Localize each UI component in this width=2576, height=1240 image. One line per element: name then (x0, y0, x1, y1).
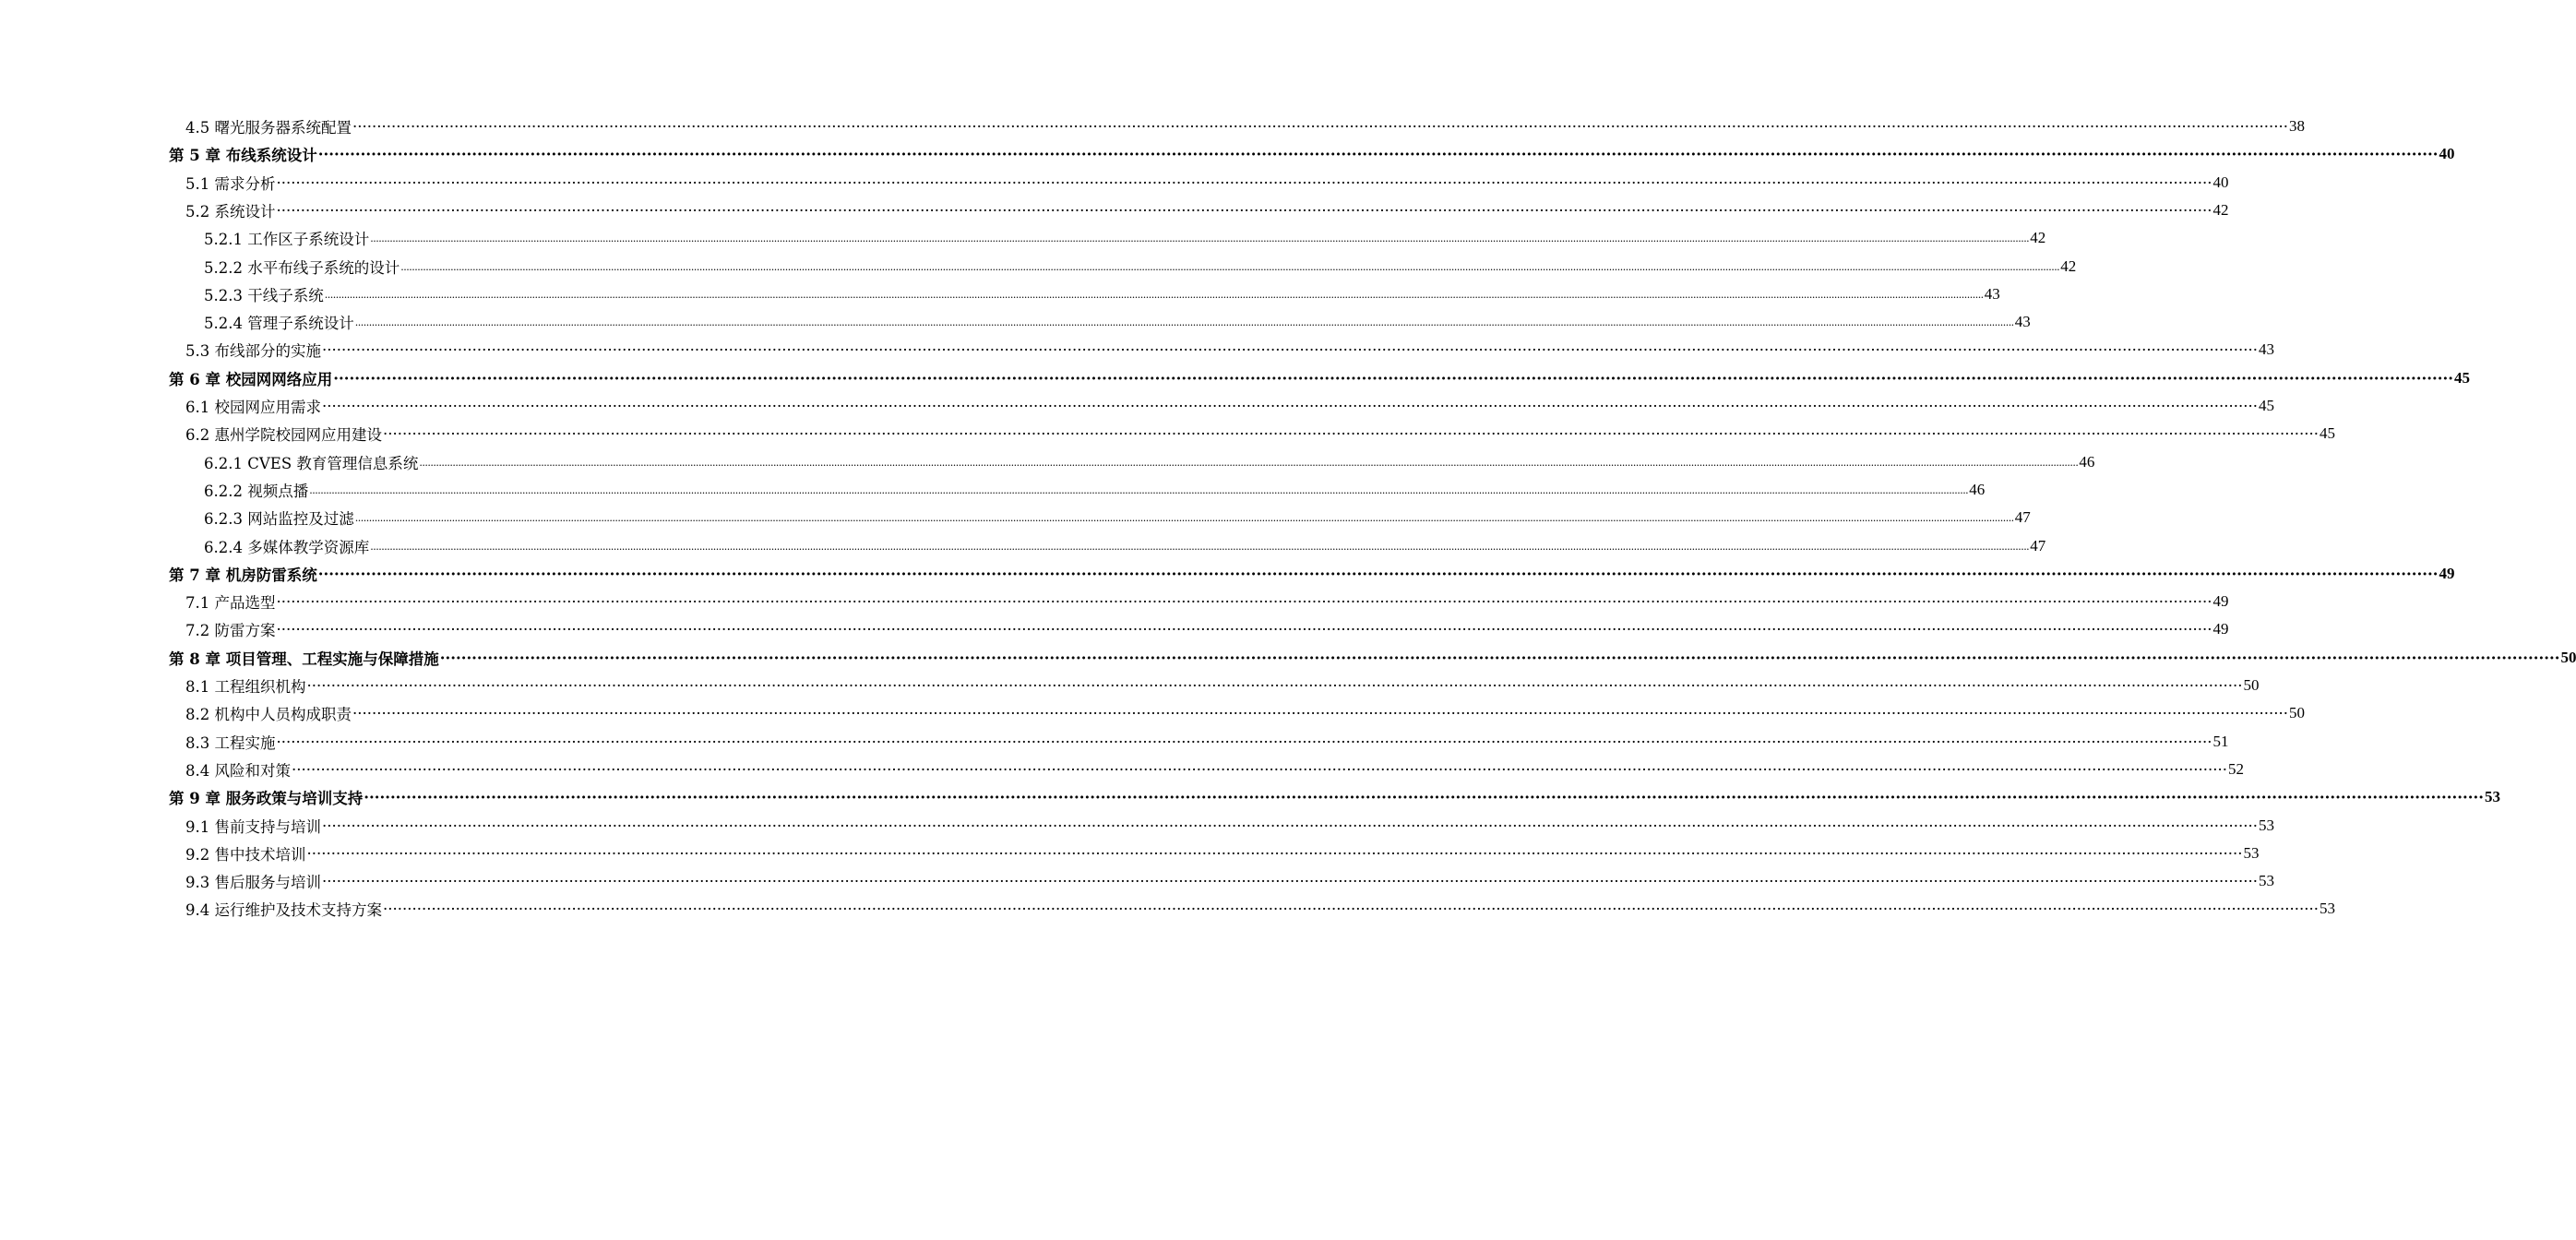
toc-leader-dots: ················································································································································································································································································································································································································ (276, 173, 2212, 192)
toc-section-entry[interactable] (185, 728, 2229, 756)
toc-section-entry[interactable] (204, 532, 2046, 560)
toc-section-entry[interactable] (204, 253, 2077, 280)
toc-page-number: 42 (2060, 257, 2077, 275)
toc-leader-dots: ················································································································································································································································································································································································································ (333, 369, 2453, 388)
toc-leader-dots: ················································································································································································································································································································································································································ (352, 704, 2288, 722)
toc-page-number: 47 (2030, 537, 2046, 554)
toc-leader-dots: ........................................................................................................................................................................................................................................................................................................................................................................................................................................................................................................................................................................................................................ (419, 456, 2079, 469)
toc-entry-title: 第 8 章 项目管理、工程实施与保障措施 (169, 650, 439, 668)
toc-leader-dots: ················································································································································································································································································································································································································ (276, 592, 2212, 611)
toc-entry-title: 6.2.4 多媒体教学资源库 (204, 539, 370, 556)
toc-entry-title: 9.4 运行维护及技术支持方案 (185, 901, 382, 919)
toc-section-entry[interactable] (185, 895, 2335, 923)
toc-page-number: 38 (2288, 117, 2305, 135)
toc-section-entry[interactable] (204, 448, 2095, 476)
toc-page-number: 49 (2439, 565, 2455, 582)
toc-page-number: 43 (2014, 313, 2031, 330)
toc-page-number: 42 (2212, 201, 2229, 219)
toc-entry-title: 6.2.3 网站监控及过滤 (204, 510, 354, 528)
toc-leader-dots: ················································································································································································································································································································································································································ (276, 620, 2212, 638)
toc-leader-dots: ················································································································································································································································································································································································································ (276, 733, 2212, 751)
toc-page-number: 49 (2212, 620, 2229, 638)
toc-leader-dots: ················································································································································································································································································································································································································ (364, 788, 2484, 806)
toc-leader-dots: ················································································································································································································································································································································································································ (352, 117, 2288, 136)
toc-page-number: 46 (1969, 481, 1986, 498)
toc-leader-dots: ················································································································································································································································································································································································································ (383, 900, 2319, 918)
toc-leader-dots: ················································································································································································································································································································································································································ (322, 817, 2258, 835)
toc-page-number: 50 (2243, 676, 2260, 694)
toc-page-number: 45 (2453, 369, 2470, 387)
toc-page-number: 46 (2079, 453, 2095, 471)
toc-leader-dots: ........................................................................................................................................................................................................................................................................................................................................................................................................................................................................................................................................................................................................................ (324, 288, 1984, 301)
toc-entry-title: 第 5 章 布线系统设计 (169, 147, 317, 164)
toc-page-number: 50 (2560, 649, 2576, 666)
toc-entry-title: 5.2.3 干线子系统 (204, 287, 324, 304)
toc-leader-dots: ················································································································································································································································································································································································································ (383, 424, 2319, 443)
toc-section-entry[interactable] (185, 392, 2274, 420)
toc-leader-dots: ················································································································································································································································································································································································································ (317, 145, 2439, 163)
toc-entry-title: 6.2.1 CVES 教育管理信息系统 (204, 455, 419, 472)
toc-page-number: 43 (2258, 340, 2274, 358)
toc-page-number: 45 (2258, 397, 2274, 414)
toc-chapter-entry[interactable] (169, 783, 2500, 811)
toc-entry-title: 7.1 产品选型 (185, 594, 276, 612)
toc-section-entry[interactable] (204, 280, 2000, 308)
toc-leader-dots: ················································································································································································································································································································································································································ (292, 760, 2227, 779)
toc-entry-title: 5.2.1 工作区子系统设计 (204, 231, 370, 248)
toc-chapter-entry[interactable] (169, 560, 2455, 588)
toc-section-entry[interactable] (185, 867, 2274, 895)
toc-entry-title: 8.4 风险和对策 (185, 762, 291, 780)
toc-leader-dots: ........................................................................................................................................................................................................................................................................................................................................................................................................................................................................................................................................................................................................................ (400, 260, 2060, 273)
toc-page-number: 52 (2227, 760, 2244, 778)
toc-entry-title: 9.1 售前支持与培训 (185, 818, 321, 836)
toc-entry-title: 6.1 校园网应用需求 (185, 399, 321, 416)
toc-leader-dots: ················································································································································································································································································································································································································ (439, 649, 2560, 667)
toc-page-number: 53 (2258, 817, 2274, 834)
toc-page-number: 47 (2014, 508, 2031, 526)
toc-page-number: 45 (2319, 424, 2335, 442)
toc-page-number: 53 (2319, 900, 2335, 917)
toc-section-entry[interactable] (185, 169, 2229, 197)
toc-leader-dots: ........................................................................................................................................................................................................................................................................................................................................................................................................................................................................................................................................................................................................................ (354, 511, 2014, 524)
toc-page-number: 51 (2212, 733, 2229, 750)
toc-entry-title: 6.2 惠州学院校园网应用建设 (185, 426, 382, 444)
toc-section-entry[interactable] (185, 336, 2274, 364)
toc-leader-dots: ················································································································································································································································································································································································································ (306, 844, 2243, 863)
toc-section-entry[interactable] (185, 812, 2274, 840)
toc-section-entry[interactable] (185, 588, 2229, 615)
toc-section-entry[interactable] (185, 420, 2335, 447)
toc-page-number: 42 (2030, 229, 2046, 246)
toc-entry-title: 8.2 机构中人员构成职责 (185, 706, 352, 723)
toc-entry-title: 8.3 工程实施 (185, 734, 276, 752)
toc-leader-dots: ........................................................................................................................................................................................................................................................................................................................................................................................................................................................................................................................................................................................................................ (370, 540, 2030, 553)
toc-page-number: 50 (2288, 704, 2305, 721)
toc-section-entry[interactable] (185, 113, 2305, 140)
toc-entry-title: 5.3 布线部分的实施 (185, 342, 321, 360)
toc-section-entry[interactable] (185, 840, 2260, 867)
toc-page-number: 40 (2212, 173, 2229, 191)
toc-page-number: 43 (1984, 285, 2000, 303)
toc-chapter-entry[interactable] (169, 644, 2576, 672)
toc-section-entry[interactable] (185, 756, 2244, 783)
toc-leader-dots: ················································································································································································································································································································································································································ (322, 872, 2258, 890)
toc-entry-title: 9.2 售中技术培训 (185, 846, 306, 864)
toc-leader-dots: ........................................................................................................................................................................................................................................................................................................................................................................................................................................................................................................................................................................................................................ (309, 483, 1969, 496)
toc-leader-dots: ················································································································································································································································································································································································································ (322, 397, 2258, 415)
toc-entry-title: 6.2.2 视频点播 (204, 483, 309, 500)
toc-page-number: 53 (2243, 844, 2260, 862)
toc-section-entry[interactable] (204, 476, 1986, 504)
toc-chapter-entry[interactable] (169, 364, 2470, 392)
toc-entry-title: 7.2 防雷方案 (185, 622, 276, 639)
toc-entry-title: 第 7 章 机房防雷系统 (169, 566, 317, 584)
toc-entry-title: 5.1 需求分析 (185, 175, 276, 193)
toc-page-number: 53 (2484, 788, 2500, 805)
toc-leader-dots: ················································································································································································································································································································································································································ (322, 340, 2258, 359)
toc-entry-title: 第 6 章 校园网网络应用 (169, 371, 333, 388)
toc-entry-title: 5.2.2 水平布线子系统的设计 (204, 259, 400, 277)
toc-leader-dots: ........................................................................................................................................................................................................................................................................................................................................................................................................................................................................................................................................................................................................................ (354, 316, 2014, 328)
toc-entry-title: 第 9 章 服务政策与培训支持 (169, 790, 364, 807)
toc-leader-dots: ........................................................................................................................................................................................................................................................................................................................................................................................................................................................................................................................................................................................................................ (370, 232, 2030, 244)
toc-entry-title: 9.3 售后服务与培训 (185, 874, 321, 891)
toc-section-entry[interactable] (185, 197, 2229, 224)
toc-entry-title: 5.2 系统设计 (185, 203, 276, 221)
toc-section-entry[interactable] (185, 672, 2260, 699)
toc-leader-dots: ················································································································································································································································································································································································································ (306, 676, 2243, 695)
toc-section-entry[interactable] (204, 504, 2031, 531)
toc-page-number: 40 (2439, 145, 2455, 162)
toc-section-entry[interactable] (185, 699, 2305, 727)
toc-entry-title: 4.5 曙光服务器系统配置 (185, 119, 352, 137)
toc-page-number: 49 (2212, 592, 2229, 610)
toc-leader-dots: ················································································································································································································································································································································································································ (276, 201, 2212, 220)
toc-entry-title: 5.2.4 管理子系统设计 (204, 315, 354, 332)
toc-leader-dots: ················································································································································································································································································································································································································ (317, 565, 2439, 583)
toc-section-entry[interactable] (204, 308, 2031, 336)
toc-entry-title: 8.1 工程组织机构 (185, 678, 306, 696)
toc-chapter-entry[interactable] (169, 140, 2455, 168)
toc-section-entry[interactable] (204, 224, 2046, 252)
toc-section-entry[interactable] (185, 615, 2229, 643)
toc-page-number: 53 (2258, 872, 2274, 889)
